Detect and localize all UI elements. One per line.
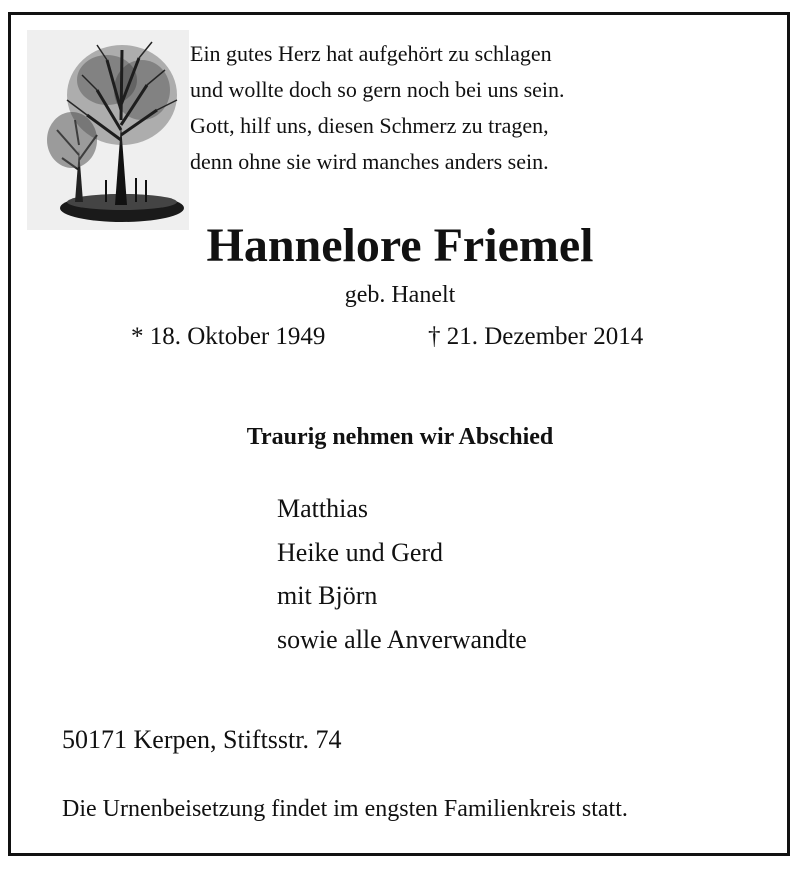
poem-line: Ein gutes Herz hat aufgehört zu schlagen (190, 41, 552, 66)
mourner: sowie alle Anverwandte (277, 624, 527, 654)
mourners-list (277, 487, 527, 661)
burial-note: Die Urnenbeisetzung findet im engsten Familienkreis statt. (62, 796, 628, 822)
address: 50171 Kerpen, Stiftsstr. 74 (62, 725, 342, 754)
farewell-heading: Traurig nehmen wir Abschied (246, 424, 554, 450)
poem-line: und wollte doch so gern noch bei uns sein. (190, 77, 565, 102)
death-date: † 21. Dezember 2014 (428, 323, 644, 350)
poem (190, 36, 565, 180)
tree-illustration-icon (27, 30, 189, 230)
poem-line: denn ohne sie wird manches anders sein. (190, 149, 549, 174)
birth-date: * 18. Oktober 1949 (131, 323, 326, 350)
born-name: geb. Hanelt (344, 282, 456, 308)
poem-line: Gott, hilf uns, diesen Schmerz zu tragen, (190, 113, 549, 138)
deceased-name: Hannelore Friemel (206, 219, 594, 272)
mourner: Heike und Gerd (277, 537, 444, 567)
mourner: Matthias (277, 494, 368, 523)
mourner: mit Björn (277, 581, 378, 610)
